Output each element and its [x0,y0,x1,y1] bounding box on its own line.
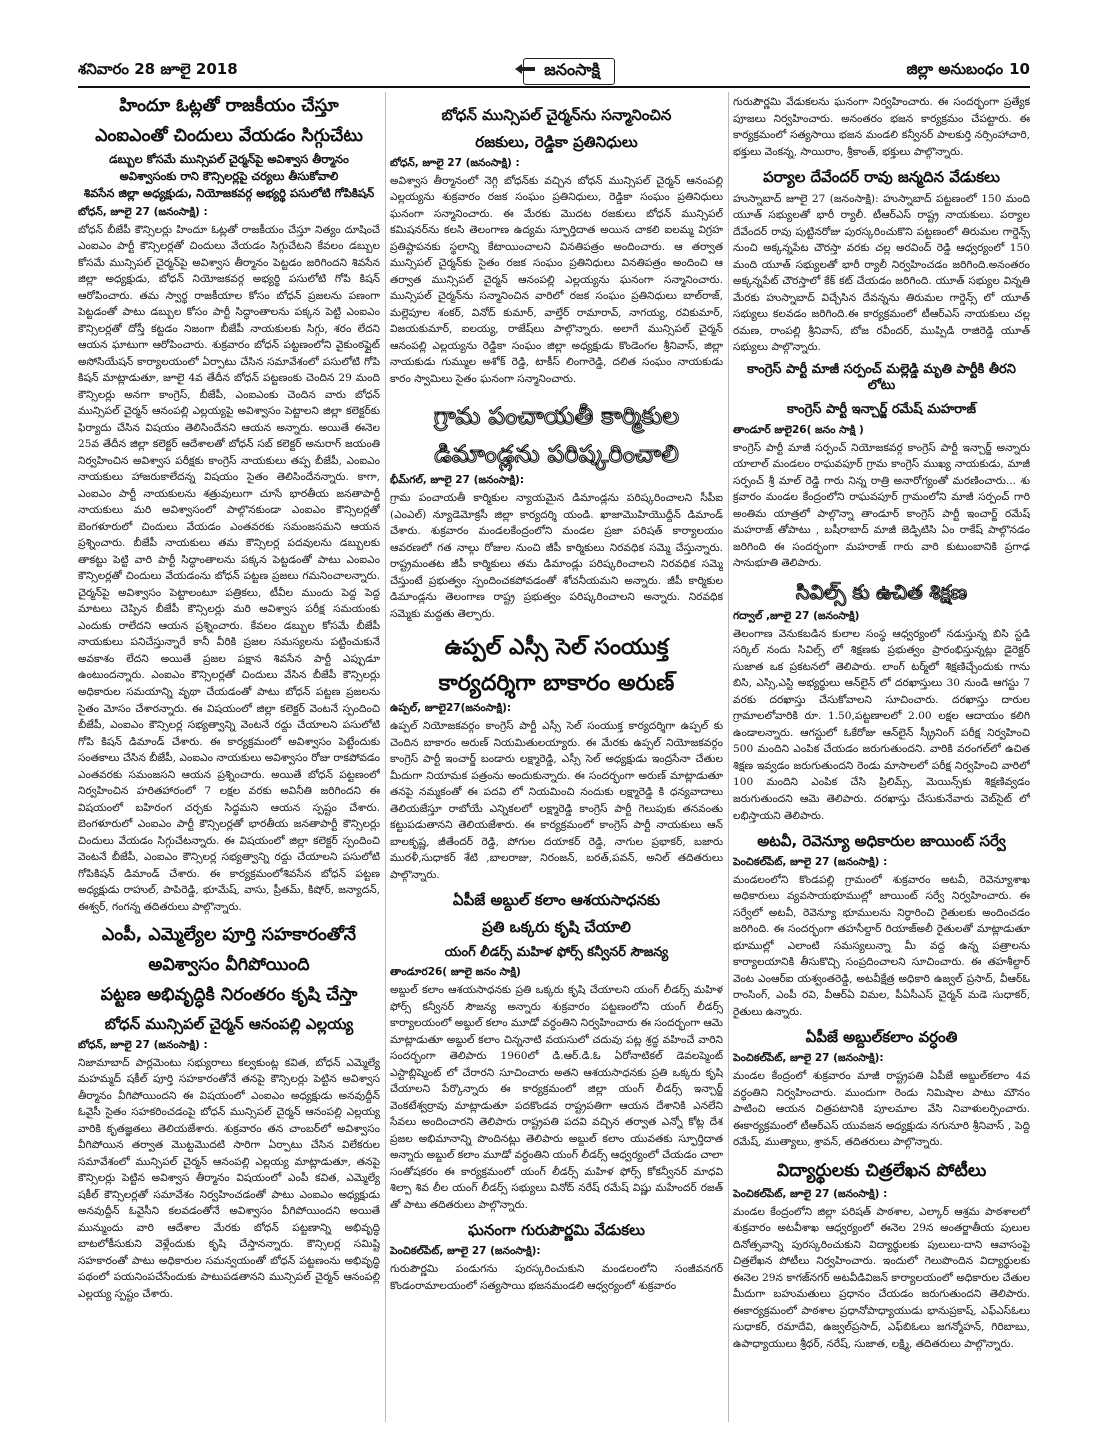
section-page [900,60,1030,82]
logo-emblem-icon [514,63,536,75]
article-dateline: పెంచికల్‌పేట్, జూలై 27 (జనంసాక్షి) : [733,855,888,868]
article-subheadline: కాంగ్రెస్ పార్టీ ఇన్చార్జ్ రమేష్ మహరాజ్ [787,402,976,418]
article-headline: పర్యాల దేవేందర్ రావు జన్మదిన వేడుకలు [763,168,1000,187]
article-subheadline: అవిశ్వాసంకు రాని కౌన్సిలర్లపై చర్యలు తీసుకోవాలి [119,168,339,183]
article-headline: కార్యదర్శిగా బాకారం అరుణ్ [438,670,675,696]
article-subheadline: డబ్బుల కోసమే మున్సిపల్ చైర్మన్‌పై అవిశ్వాస తీర్మానం [109,151,349,166]
article-body: కాంగ్రెస్ పార్టీ మాజీ సర్పంచ్ నియోజకవర్గ కాంగ్రెస్ పార్టీ ఇన్చార్జ్ అన్నారు యాలాల్ మండలం రాఘవపూర్ గ్రామ కాంగ్రెస్ ముఖ్య నాయకుడు, మాజీ సర్పంచ్ శ్రీ మాల్ రెడ్డి గారు నిన్న రాత్రి అనారోగ్యంతో మరణించారు... శు క్రవారం మండల కేంద్రంలోని రాఘవపూర్ గ్రామంలోని మాజీ సర్పంచ్ గారి అంతిమ యాత్రలో పాల్గొన్నా తాండూర్ కాంగ్రెస్ పార్టీ ఇంచార్జ్ రమేష్ మహరాజ్ తోపాటు , బషీరాబాద్ మాజీ జెడ్పిటిసి ఏం రాకేష్ పాల్గొనడం జరిగింది ఈ సందర్భంగా మహరాజ్ గారు వారి కుటుంబానికి ప్రగాఢ సానుభూతి తెలిపారు. [733,441,1030,570]
article-headline: ఏపీజే అబ్దుల్‌కలాం వర్ధంతి [805,1028,958,1047]
article-dateline: తాండూర్ జులై26( జనం సాక్షి ) [733,423,864,436]
article-body: అవిశ్వాస తీర్మానంలో నెగ్గి బోధన్‌కు వచ్చిన బోధన్ మున్సిపల్ చైర్మన్ ఆనంపల్లి ఎల్లయ్యను శుక్రవారం రజక సంఘం ప్రతినిధులు, రెడ్డికా సంఘం ప్రతినిధులు ఘనంగా సన్మానించారు. ఈ మేరకు మొదట రజకులు బోధన్ మున్సిపల్ కమిషనర్‌ను కలసి తెలంగాణ ఉద్యమ స్ఫూర్తిదాత అయిన చాకలి ఐలమ్మ విగ్రహ ప్రతిష్టాపనకు స్థలాన్ని కేటాయించాలని వినతిపత్రం అందించారు. ఆ తర్వాత మున్సిపల్ చైర్మన్‌కు సైతం రజక సంఘం ప్రతినిధులు వినతిపత్రం అందించి ఆ తర్వాత మున్సిపల్ చైర్మన్ ఆనంపల్లి ఎల్లయ్యను ఘనంగా సన్మానించారు. మున్సిపల్ చైర్మన్‌ను సన్మానించిన వారిలో రజక సంఘం ప్రతినిధులు బాల్‌రాజ్, మల్లెపూల శంకర్, వినోద్ కుమార్, వాల్తేర్ రామారావ్, నాగయ్య, రవికుమార్, విజయకుమార్, ఐలయ్య, రాజేష్‌లు పాల్గొన్నారు. అలాగే మున్సిపల్ చైర్మన్ ఆనంపల్లి ఎల్లయ్యను రెడ్డికా సంఘం జిల్లా అధ్యక్షుడు కొండెంగల శ్రీనివాస్, జిల్లా నాయకుడు గుమ్ముల అశోక్ రెడ్డి, టాకీస్ లింగారెడ్డి, దలిత సంఘం నాయకుడు కారం స్వామిలు సైతం ఘనంగా సన్మానించారు. [390,174,723,385]
article-headline: అటవీ, రెవెన్యూ అధికారుల జాయింట్ సర్వే [757,832,1006,851]
article-body: అబ్దుల్ కలాం ఆశయసాధనకు ప్రతి ఒక్కరు కృషి చేయాలని యంగ్ లీడర్స్ మహిళ ఫోర్స్ కన్వీనర్ సౌజన్య అన్నారు శుక్రవారం పట్టణంలోని యంగ్ లీడర్స్ కార్యాలయంలో అబ్దుల్ కలాం మూడో వర్ధంతిని నిర్వహించారు ఈ సందర్భంగా ఆమె మాట్లాడుతూ అబ్దుల్ కలాం చిన్ననాటి వయసులో చదువు పట్ల శ్రద్ధ వహించే వారిని సందర్భంగా తెలిపారు 1960లో డి.ఆర్.డి.ఓ ఏరోనాటికల్ డెవలప్మెంట్ ఎస్టాబ్లిష్మెంట్ లో చేరారని సూచించారు అతని ఆశయసాధనకు ప్రతి ఒక్కరు కృషి చేయాలని పేర్కొన్నారు ఈ కార్యక్రమంలో జిల్లా యంగ్ లీడర్స్ ఇన్చార్జ్ వెంకటేశ్వర్రావు మాట్లాడుతూ పదకొండవ రాష్ట్రపతిగా ఆయన దేశానికి ఎనలేని సేవలు అందించారని తెలిపారు రాష్ట్రపతి పదవి వచ్చిన తర్వాత ఎన్నో కోట్ల దేశ ప్రజల అభిమానాన్ని పొందినట్లు తెలిపారు అబ్దుల్ కలాం యువతకు స్ఫూర్తిదాత అన్నారు అబ్దుల్ కలాం మూడో వర్ధంతిని యంగ్ లీడర్స్ ఆధ్వర్యంలో చేయడం చాలా సంతోషకరం ఈ కార్యక్రమంలో యంగ్ లీడర్స్ మహిళ ఫోర్స్ కోకన్వీనర్ మాధవి శిల్పా శివ లీల యంగ్ లీడర్స్ సభ్యులు వినోద్ నరేష్ రమేష్ విష్ణు మహేందర్ రజత్ తో పాటు తదితరులు పాల్గొన్నారు. [390,984,723,1211]
logo-text: జనంసాక్షి [544,59,600,79]
column-divider [728,92,729,1422]
article-dateline: బోధన్, జూలై 27 (జనంసాక్షి) : [78,1038,208,1051]
article-body: బోధన్ బీజేపీ కౌన్సిలర్లు హిందూ ఓట్లతో రాజకీయం చేస్తూ నిత్యం దూషించే ఎంఐఎం పార్టీ కౌన్సిలర్లతో చిందులు వేయడం సిగ్గుచేటని కేవలం డబ్బుల కోసమే మున్సిపల్ చైర్మన్‌పై అవిశ్వాస తీర్మానం పెట్టడం జరిగిందని శివసేన జిల్లా అధ్యక్షుడు, బోధన్ నియోజకవర్గ అభ్యర్థి పసులోటి గోపి కిషన్ ఆరోపించారు. తమ స్వార్థ రాజకీయాల కోసం బోధన్ ప్రజలను పణంగా పెట్టడంతో పాటు డబ్బుల కోసం పార్టీ సిద్ధాంతాలను పక్కన పెట్టి ఎంఐఎం కౌన్సిలర్లతో దోస్తీ కట్టడం నిజంగా బీజేపీ నాయకులకు సిగ్గు, శరం లేదని ఆయన ఘాటుగా ఆరోపించారు. శుక్రవారం బోధన్ పట్టణంలోని వైకుంఠఫ్లైట్ అసోసియేషన్ కార్యాలయంలో ఏర్పాటు చేసిన సమావేశంలో పసులోటి గోపి కిషన్ మాట్లాడుతూ, జూలై 4వ తేదీన బోధన్ పట్టణంకు చెందిన 29 మంది కౌన్సిలర్లు అనగా కాంగ్రెస్, బీజేపీ, ఎంఐఎంకు చెందిన వారు బోధన్ మున్సిపల్ చైర్మన్ ఆనంపల్లి ఎల్లయ్యపై అవిశ్వాసం పెట్టాలని జిల్లా కలెక్టర్‌కు ఫిర్యాదు చేసిన విషయం తెలిసిందేనని ఆయన అన్నారు. అయితే ఈనెల 25వ తేదీన జిల్లా కలెక్టర్ ఆదేశాలతో బోధన్ సబ్ కలెక్టర్ అనురాగ్ జయంతి నిర్వహించిన అవిశ్వాస పరీక్షకు కాంగ్రెస్ నాయకులు తప్ప బీజేపీ, ఎంఐఎం నాయకులు హాజరుకాలేదన్న విషయం సైతం తెలిసిందేనన్నారు. కాగా, ఎంఐఎం పార్టీ నాయకులను శత్రువులుగా చూసే భారతీయ జనతాపార్టీ నాయకులు మరి అవిశ్వాసంలో పాల్గొనకుండా ఎంఐఎం కౌన్సిలర్లతో బెంగళూరులో చిందులు వేయడం ఎంతవరకు సమంజసమని ఆయన ప్రశ్నించారు. బీజేపీ నాయకులు తమ కౌన్సిలర్ల పదవులను డబ్బులకు తాకట్టు పెట్టి వారి పార్టీ సిద్ధాంతాలను పక్కన పెట్టడంతో పాటు ఎంఐఎం కౌన్సిలర్లతో చిందులు వేయడంను బోధన్ పట్టణ ప్రజలు గమనించాలన్నారు. చైర్మన్‌పై అవిశ్వాసం పెట్టాలంటూ పత్రికలు, టీవీల ముందు పెద్ద పెద్ద మాటలు చెప్పిన బీజేపీ కౌన్సిలర్లు మరి అవిశ్వాస పరీక్ష సమయంకు ఎందుకు రాలేదని ఆయన ప్రశ్నించారు. కేవలం డబ్బుల కోసమే బీజేపీ నాయకులు పనిచేస్తున్నారే కానీ వీరికి ప్రజల సమస్యలను పట్టించుకునే అవకాశం లేదని అయితే ప్రజల పక్షాన శివసేన పార్టీ ఎప్పుడూ ఉంటుందన్నారు. ఎంఐఎం కౌన్సిలర్లతో చిందులు వేసిన బీజేపీ కౌన్సిలర్లు అధికారుల సమయాన్ని వృథా చేయడంతో పాటు బోధన్ పట్టణ ప్రజలను సైతం మోసం చేశారన్నారు. ఈ విషయంలో జిల్లా కలెక్టర్ వెంటనే స్పందించి బీజేపీ, ఎంఐఎం కౌన్సిలర్ల సభ్యత్వాన్ని వెంటనే రద్దు చేయాలని పసులోటి గోపి కిషన్ డిమాండ్ చేశారు. ఈ కార్యక్రమంలో అవిశ్వాసం పెట్టేందుకు సంతకాలు చేసిన బీజేపీ, ఎంఐఎం నాయకులు అవిశ్వాసం రోజు రాకపోవడం ఎంతవరకు సమంజసని ఆయన ప్రశ్నించారు. అయితే బోధన్ పట్టణంలో నిర్వహించిన హరితహారంలో 7 లక్షల వరకు అవినీతి జరిగిందని ఈ విషయంలో బహిరంగ చర్చకు సిద్ధమని ఆయన స్పష్టం చేశారు. బెంగళూరులో ఎంఐఎం పార్టీ కౌన్సిలర్లతో భారతీయ జనతాపార్టీ కౌన్సిలర్లు చిందులు వేయడం సిగ్గుచేటన్నారు. ఈ విషయంలో జిల్లా కలెక్టర్ స్పందించి వెంటనే బీజేపీ, ఎంఐఎం కౌన్సిలర్ల సభ్యత్వాన్ని రద్దు చేయాలని పసులోటి గోపికిషన్ డిమాండ్ చేశారు. ఈ కార్యక్రమంలోశివసేన బోధన్ పట్టణ అధ్యక్షుడు రాహుల్, పాపిరెడ్డి, భూమేష్, వాసు, ప్రీతమ్, కిషోర్, జన్యాదన్, ఈశ్వర్, గంగన్న తదితరులు పాల్గొన్నారు. [78,223,380,913]
article-headline: హిందూ ఓట్లతో రాజకీయం చేస్తూ [119,96,339,116]
article-headline: ప్రతి ఒక్కరు కృషి చేయాలి [482,918,631,937]
newspaper-logo [523,58,615,85]
article-dateline: బోధన్, జూలై 27 (జనంసాక్షి) : [390,156,520,169]
article-body: ఉప్పల్ నియోజకవర్గం కాంగ్రెస్ పార్టీ ఎస్సీ సెల్ సంయుక్త కార్యదర్శిగా ఉప్పల్ కు చెందిన బాకారం అరుణ్ నియమితులయ్యారు. ఈ మేరకు ఉప్పల్ నియోజకవర్గం కాంగ్రెస్ పార్టీ ఇంచార్జ్ బండారు లక్ష్మారెడ్డి, ఎస్సీ సెల్ అధ్యక్షుడు ఇంద్రసేనా చేతుల మీదుగా నియామక పత్రంను అందుకున్నారు. ఈ సందర్భంగా అరుణ్ మాట్లాడుతూ తనపై నమ్మకంతో ఈ పదవి లో నియమించి నందుకు లక్ష్మారెడ్డి కి ధన్యవాదాలు తెలియజేస్తూ రాబోయే ఎన్నికలలో లక్ష్మారెడ్డి కాంగ్రెస్ పార్టీ గెలుపుకు తనవంతు కట్టుపడుతానని తెలియజేశారు. ఈ కార్యక్రమంలో కాంగ్రెస్ పార్టీ నాయకులు ఆన్ బాలకృష్ణ, జీతేందర్ రెడ్డి, పోగుల దయాకర్ రెడ్డి, నాగుల ప్రభాకర్, బజారు మురళీ,సుధాకర్ శేటి ,బాలరాజు, నిరంజన్, బరత్,పవన్, అనిల్ తదితరులు పాల్గొన్నారు. [390,720,723,881]
column-2 [390,92,723,1296]
article-body: గురుపౌర్ణమి పండుగను పురస్కరించుకుని మండలంలోని సంజీవనగర్ కొండంరామాలయంలో సత్యసాయి భజనమండలి ఆధ్వర్యంలో శుక్రవారం [390,1263,723,1292]
article-headline: కాంగ్రెస్ పార్టీ మాజీ సర్పంచ్ మల్లెడ్డి మృతి పార్టీకి తీరని లోటు [747,361,1016,394]
article-headline: ఎంఐఎంతో చిందులు వేయడం సిగ్గుచేటు [95,125,363,146]
article-dateline: తాండూర26( జూలై జనం సాక్షి) [390,966,521,979]
issue-date: శనివారం 28 జూలై 2018 [78,60,238,78]
article-headline: అవిశ్వాసం వీగిపోయింది [148,955,310,976]
article-headline: ఎంపీ, ఎమ్మెల్యేల పూర్తి సహకారంతోనే [101,925,357,946]
article-body: తెలంగాణ వెనుకబడిన కులాల సంస్థ ఆధ్వర్యంలో నడుస్తున్న బిసి స్టడి సర్కిల్ నందు సివిల్స్ లో శిక్షణకు ప్రభుత్వం ప్రారంభిస్తున్నట్లు డైరెక్టర్ సుజాత ఒక ప్రకటనలో తెలిపారు. లాంగ్ టర్మ్‌లో శిక్షణిచ్చేందుకు గాను బిసి, ఎస్సి,ఎస్టి అభ్యర్థులు ఆన్‌లైన్ లో దరఖాస్తులు 30 నుండి ఆగస్టు 7 వరకు దరఖాస్తు చేసుకోవాలని సూచించారు. దరఖాస్తు దారుల గ్రామాలలోవారికి రూ. 1.50,పట్టణాలలో 2.00 లక్షల ఆదాయం కలిగి ఉండాలన్నారు. ఆగస్టులో ఓకేరోజు ఆన్‌లైన్ స్క్రీనింగ్ పరీక్ష నిర్వహించి 500 మందిని ఎంపిక చేయడం జరుగుతుందని. వారికి వరంగల్‌లో ఉచిత శిక్షణ ఇవ్వడం జరుగుతుందని రెండు మాసాలలో పరీక్ష నిర్వహించి వారిలో 100 మందిని ఎంపిక చేసి ప్రిలిమ్స్, మెయిన్స్‌కు శిక్షణివ్వడం జరుగుతుందని ఆమె తెలిపారు. దరఖాస్తు చేసుకునేవారు వెబ్‌సైట్ లో లభిస్తాయని తెలిపారు. [733,627,1030,822]
column-divider [385,92,386,1422]
article-body: హుస్నాబాద్ జూలై 27 (జనంసాక్షి): హుస్నాబాద్ పట్టణంలో 150 మంది యూత్ సభ్యులతో భారీ ర్యాలీ. టీఆర్ఎస్ రాష్ట్ర నాయకులు. పర్యాల దేవేందర్ రావు పుట్టినరోజు పురస్కరించుకొని పట్టణంలో తిరుమల గార్డెన్స్ నుంచి అక్కన్నపేట చౌరస్తా వరకు చల్ల అరవింద్ రెడ్డి ఆధ్వర్యంలో 150 మంది యూత్ సభ్యులతో భారీ ర్యాలీ నిర్వహించడం జరిగింది.అనంతరం అక్కన్నపేట్ చౌరస్తాలో కేక్ కట్ చేయడం జరిగింది. యూత్ సభ్యుల విన్నతి మేరకు హుస్నాబాద్ విచ్చేసిన దేవన్నను తిరుమల గార్డెన్స్ లో యూత్ సభ్యులు కలవడం జరిగింది.ఈ కార్యక్రమంలో టీఆర్ఎస్ నాయకులు చల్ల రమణ, రాంపల్లి శ్రీనివాస్, బోజ రవీందర్, ముప్పిడి రాజిరెడ్డి యూత్ సభ్యులు పాల్గొన్నారు. [733,192,1030,354]
article-headline: ఘనంగా గురుపౌర్ణమి వేడుకలు [468,1221,645,1240]
article-body: మండల కేంద్రంలోని జిల్లా పరిషత్ పాఠశాల, ఎల్కార్ ఆశ్రమ పాఠశాలలో శుక్రవారం అటవీశాఖ ఆధ్వర్యంలో ఈనెల 29న అంతర్జాతీయ పులుల దినోత్సవాన్ని పురస్కరించుకుని విద్యార్థులకు పులులు-దాని ఆవాసంపై చిత్రలేఖన పోటీలు నిర్వహించారు. ఇందులో గెలుపొందిన విద్యార్థులకు ఈనెల 29న కాగజ్‌నగర్ అటవీడివిజన్ కార్యాలయంలో అధికారుల చేతుల మీదుగా బహుమతులు ప్రధానం చేయడం జరుగుతుందని తెలిపారు. ఈకార్యక్రమంలో పాఠశాల ప్రధానోపాధ్యాయుడు భానుప్రకాష్, ఎఫ్ఎస్‌ఓలు సుధాకర్, రమాదేవి, ఉజ్వల్‌ప్రసాద్, ఎఫ్‌బిఓలు జగన్మోహన్, గిరిబాబు, ఉపాధ్యాయులు శ్రీధర్, నరేష్, సుజాత, లక్ష్మి, తదితరులు పాల్గొన్నారు. [733,1205,1030,1350]
article-headline: గ్రామ పంచాయతీ కార్మికుల [433,402,680,431]
column-1 [78,92,380,1304]
article-body-continued: గురుపౌర్ణమి వేడుకలను ఘనంగా నిర్వహించారు. ఈ సందర్భంగా ప్రత్యేక పూజలు నిర్వహించారు. అనంతరం భజన కార్యక్రమం చేపట్టారు. ఈ కార్యక్రమంలో సత్యసాయి భజన మండలి కన్వీనర్ పాలకుర్తి నర్సింహాచారి, భక్తులు వెంకన్న, సాయిరాం, శ్రీకాంత్, భక్తులు పాల్గొన్నారు. [733,96,1030,158]
article-dateline: పెంచికల్‌పేట్, జూలై 27 (జనంసాక్షి): [733,1052,884,1065]
article-headline: బోధన్ మున్సిపల్ చైర్మన్‌ను సన్మానించిన [441,106,672,124]
masthead [78,58,1030,84]
article-headline: రజకులు, రెడ్డికా ప్రతినిధులు [475,132,638,151]
article-headline: ఏపీజే అబ్దుల్ కలాం ఆశయసాధనకు [452,891,661,910]
article-dateline: బోధన్, జూలై 27 (జనంసాక్షి) : [78,205,208,218]
article-body: గ్రామ పంచాయతీ కార్మికుల న్యాయమైన డిమాండ్లను పరిష్కరించాలని సీపీఐ (ఎంఎల్) న్యూడెమోక్రసీ జిల్లా కార్యదర్శి యండి. ఖాజామొహియొద్దీన్ డిమాండ్ చేశారు. శుక్రవారం మండలకేంద్రంలోని మండల ప్రజా పరిషత్ కార్యాలయం ఆవరణలో గత నాల్గు రోజుల నుంచి జీపీ కార్మికులు నిరవధిక సమ్మె చేస్తున్నారు. రాష్ట్రమంతట జీపీ కార్మికులు తమ డిమాండ్లు పరిష్కరించాలని నిరవధిక సమ్మె చేస్తుంటే ప్రభుత్వం స్పందించకపోవడంతో శోచనీయమని అన్నారు. జీపీ కార్మికుల డిమాండ్లను తెలంగాణ రాష్ట్ర ప్రభుత్వం పరిష్కరించాలని అన్నారు. నిరవధిక సమ్మెకు మద్దతు తెల్పారు. [390,492,723,620]
article-headline: సివిల్స్ కు ఉచిత శిక్షణ [795,579,968,604]
article-headline: పట్టణ అభివృద్ధికి నిరంతరం కృషి చేస్తా [100,984,358,1005]
article-body: నిజామాబాద్ పార్లమెంటు సభ్యురాలు కల్వకుంట్ల కవిత, బోధన్ ఎమ్మెల్యే మహమ్మద్ షకీల్ పూర్తి సహకారంతోనే తనపై కౌన్సిలర్లు పెట్టిన అవిశ్వాస తీర్మానం వీగిపోయిందని ఈ విషయంలో ఎంఐఎం అధ్యక్షుడు అనవుద్దీన్ ఓవైసీ సైతం సహకరించడంపై బోధన్ మున్సిపల్ చైర్మన్ ఆనంపల్లి ఎల్లయ్య వారికి కృతజ్ఞతలు తెలియజేశారు. శుక్రవారం తన చాంబర్‌లో అవిశ్వాసం వీగిపోయిన తర్వాత మొట్టమొదటి సారిగా ఏర్పాటు చేసిన విలేకరుల సమావేశంలో మున్సిపల్ చైర్మన్ ఆనంపల్లి ఎల్లయ్య మాట్లాడుతూ, తనపై కౌన్సిలర్లు పెట్టిన అవిశ్వాస తీర్మానం విషయంలో ఎంపీ కవిత, ఎమ్మెల్యే షకీల్ కౌన్సిలర్లతో సమావేశం నిర్వహించడంతో పాటు ఎంఐఎం అధ్యక్షుడు అనవుద్దీన్ ఓవైసీని కలవడంతోనే అవిశ్వాసం వీగిపోయిందని అయితే మున్ముందు వారి ఆదేశాల మేరకు బోధన్ పట్టణాన్ని అభివృద్ధి బాటలోకీసుకుని వెళ్లేందుకు కృషి చేస్తానన్నారు. కౌన్సిలర్ల సమిష్టి సహకారంతో పాటు అధికారుల సమన్వయంతో బోధన్ పట్టణంను అభివృద్ధి పథంలో పయనింపచేసేందుకు పాటుపడతానని మున్సిపల్ చైర్మన్ ఆనంపల్లి ఎల్లయ్య స్పష్టం చేశారు. [78,1056,380,1300]
article-dateline: భీమ్‌గల్, జూలై 27 (జనంసాక్షి): [390,474,525,487]
article-dateline: పెంచికల్‌పేట్, జూలై 27 (జనంసాక్షి) : [733,1187,888,1200]
article-body: మండల కేంద్రంలో శుక్రవారం మాజీ రాష్ట్రపతి ఏపీజే అబ్దుల్‌కలాం 4వ వర్ధంతిని నిర్వహించారు. ముందుగా రెండు నిమిషాల పాటు మౌనం పాటించి ఆయన చిత్రపటానికి పూలమాల వేసి నివాళులర్పించారు. ఈకార్యక్రమంలో టీఆర్ఎస్ యువజన అధ్యక్షుడు నగునూరి శ్రీనివాస్ , పెద్ది రమేష్, ముత్యాలు, శ్రావన్, తదితరులు పాల్గొన్నారు. [733,1070,1030,1149]
section-name: జిల్లా అనుబంధం [906,60,1004,78]
article-headline: విద్యార్థులకు చిత్రలేఖన పోటీలు [776,1160,987,1181]
column-3 [733,92,1030,1354]
article-subheadline: బోధన్ మున్సిపల్ చైర్మన్ ఆనంపల్లి ఎల్లయ్య [104,1014,354,1033]
masthead-rule [78,86,1030,88]
article-dateline: పెంచికల్‌పేట్, జూలై 27 (జనంసాక్షి): [390,1245,541,1258]
article-subheadline: శివసేన జిల్లా అధ్యక్షుడు, నియోజకవర్గ అభ్యర్థి పసులోటి గోపికిషన్ [83,185,375,200]
article-headline: ఉప్పల్ ఎస్సీ సెల్ సంయుక్త [444,635,669,661]
page-number: 10 [1009,60,1030,78]
article-subheadline: యంగ్ లీడర్స్ మహిళ ఫోర్స్ కన్వీనర్ సౌజన్య [444,944,669,960]
article-dateline: గద్వాల్ ,జూలై 27 (జనంసాక్షి) [733,609,860,622]
article-body: మండలంలోని కొండపల్లి గ్రామంలో శుక్రవారం అటవీ, రెవెన్యూశాఖ అధికారులు వ్యవసాయభూముల్లో జాయింట్ సర్వే నిర్వహించారు. ఈ సర్వేలో అటవీ, రెవెన్యూ భూములను నిర్ధారించి రైతులకు అందించడం జరిగింది. ఈ సందర్భంగా తహసీల్దార్ రియాజ్‌అలీ రైతులతో మాట్లాడుతూ భూముల్లో ఎలాంటి సమస్యలున్నా మీ వద్ద ఉన్న పత్రాలను కార్యాలయానికి తీసుకొచ్చి సంప్రదించాలని సూచించారు. ఈ తహశీల్దార్ వెంట ఎంఆర్ఐ యశ్వంతరెడ్డి, అటవీక్షేత్ర అధికారి ఉజ్వల్ ప్రసాద్, వీఆర్ఓ రాంసింగ్, ఎంపీ రవి, వీఆర్ఏ విమల, పీఏసీఎస్ చైర్మన్ మడె సుధాకర్, రైతులు ఉన్నారు. [733,873,1030,1018]
article-dateline: ఉప్పల్, జూలై27(జనంసాక్షి): [390,702,512,715]
article-headline: డిమాండ్లను పరిష్కరించాలి [434,440,679,469]
